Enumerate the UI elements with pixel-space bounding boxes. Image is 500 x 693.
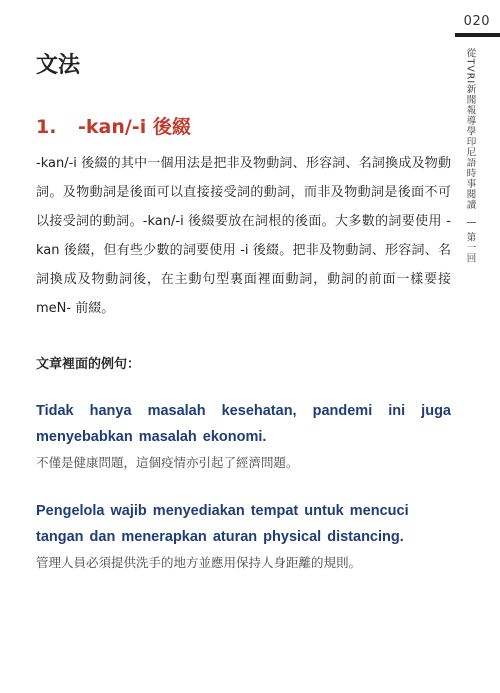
- example-block: [36, 498, 451, 572]
- example-sentence: Pengelola wajib menyediakan tempat untuk mencuci tangan dan menerapkan aturan physical distancing.: [36, 503, 409, 545]
- section-title: 文法: [36, 53, 81, 78]
- example-sentence: Tidak hanya masalah kesehatan, pandemi ini juga menyebabkan masalah ekonomi.: [36, 403, 451, 445]
- page-number: 020: [463, 14, 490, 29]
- page-number-rule: [455, 33, 500, 37]
- example-block: [36, 398, 451, 472]
- example-translation: 不僅是健康問題，這個疫情亦引起了經濟問題。: [36, 455, 299, 470]
- explanation-paragraph: -kan/-i 後綴的其中一個用法是把非及物動詞、形容詞、名詞換成及物動詞。及物動詞是後面可以直接接受詞的動詞，而非及物動詞是後面不可以接受詞的動詞。-kan/-i 後綴要放在詞根的後面。大多數的詞要使用 -kan 後綴，但有些少數的詞要使用 -i 後綴。把非及物動詞、形容詞、名詞換成及物動詞後，在主動句型裏面裡面動詞，動詞的前面一樣要接 meN- 前綴。: [36, 156, 451, 316]
- example-translation: 管理人員必須提供洗手的地方並應用保持人身距離的規則。: [36, 555, 362, 570]
- grammar-heading: [36, 112, 191, 139]
- chapter-label: 第一回: [464, 232, 476, 264]
- heading-text: -kan/-i 後綴: [78, 116, 191, 138]
- running-title: 從TVRI新聞報導學印尼語時事閱讀: [464, 48, 476, 211]
- examples-label: 文章裡面的例句：: [36, 357, 141, 372]
- heading-number: 1.: [36, 116, 57, 138]
- side-divider: [467, 222, 476, 223]
